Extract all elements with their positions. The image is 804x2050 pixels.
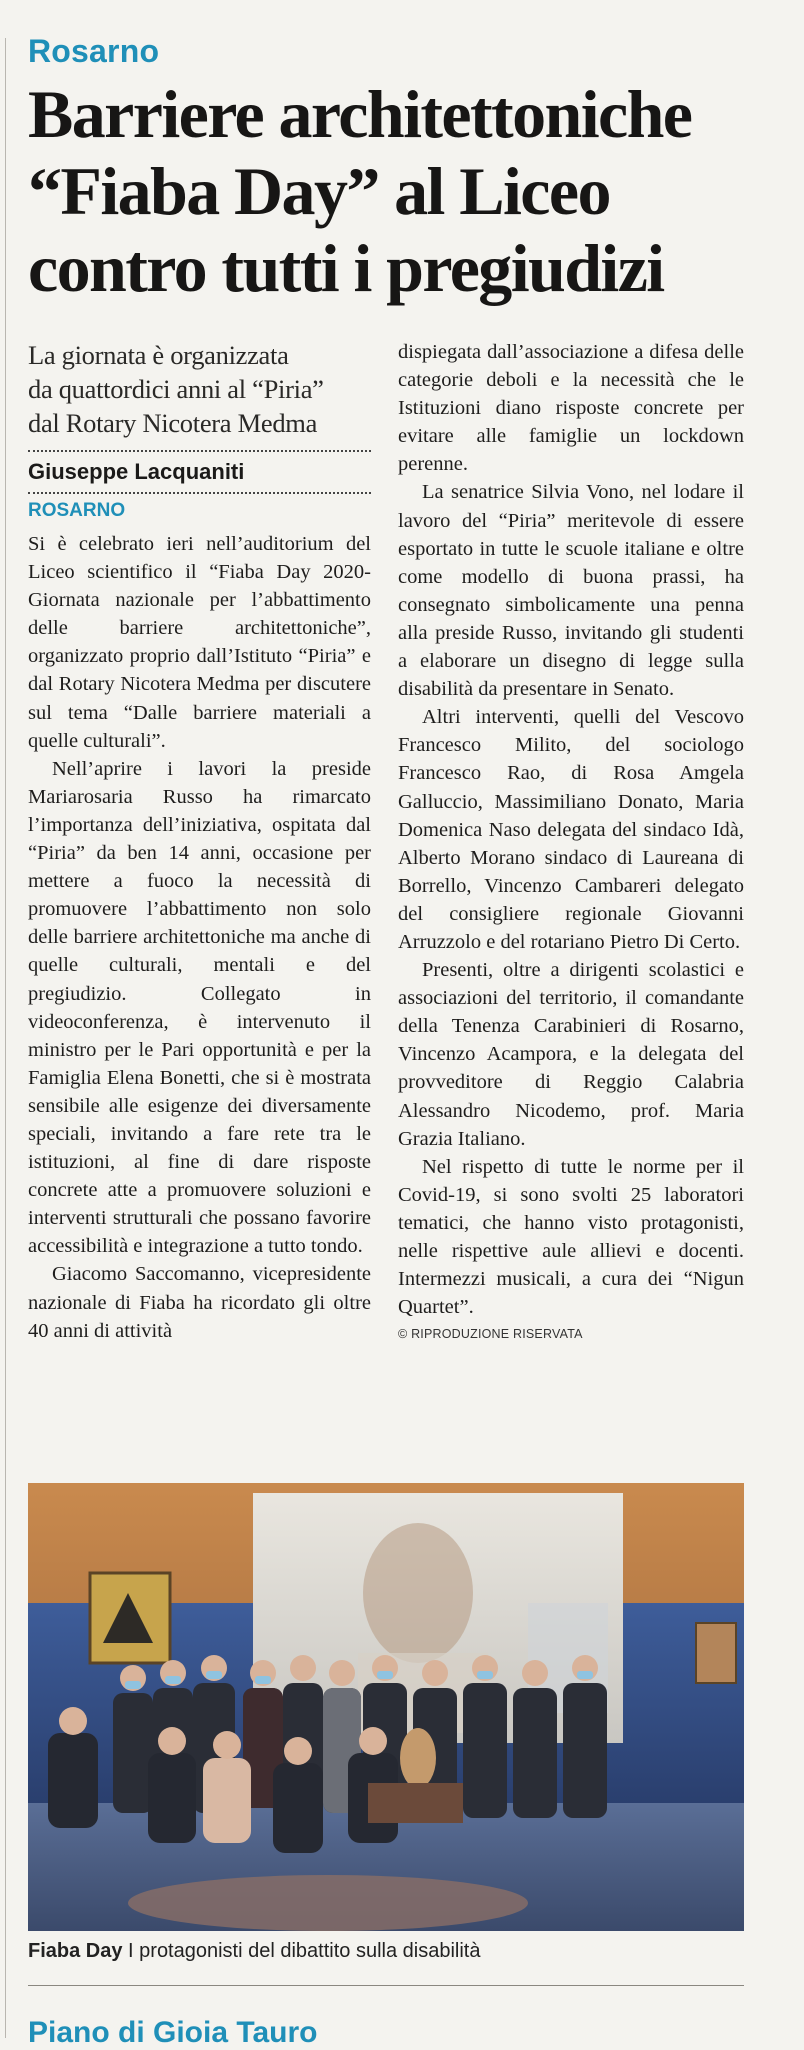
article-body-left <box>28 530 371 1345</box>
paragraph: dispiegata dall’associazione a difesa delle categorie deboli e la necessità che le Istituzioni diano risposte concrete per evitare alle famiglie un lockdown perenne. <box>398 341 744 476</box>
copyright-notice: © RIPRODUZIONE RISERVATA <box>398 1327 583 1342</box>
divider <box>28 492 371 494</box>
column-rule <box>5 38 6 2038</box>
paragraph: Si è celebrato ieri nell’auditorium del Liceo scientifico il “Fiaba Day 2020-Giornata nazionale per l’abbattimento delle barriere architettoniche”, organizzato proprio dall’Istituto “Piria” e dal Rotary Nicotera Medma per discutere sul tema “Dalle barriere materiali a quelle culturali”. <box>28 533 371 752</box>
paragraph: La senatrice Silvia Vono, nel lodare il lavoro del “Piria” meritevole di essere esportato in tutte le scuole italiane e oltre come modello di buona prassi, ha consegnato simbolicamente una penna alla preside Russo, invitando gli studenti a elaborare un disegno di legge sulla disabilità da presentare in Senato. <box>398 481 744 701</box>
article-body-right <box>398 338 744 1321</box>
subheadline-line: dal Rotary Nicotera Medma <box>28 408 318 438</box>
headline-line: Barriere architettoniche <box>28 76 692 152</box>
byline: Giuseppe Lacquaniti <box>28 459 245 484</box>
dateline: ROSARNO <box>28 500 126 521</box>
caption-text: I protagonisti del dibattito sulla disabilità <box>122 1940 481 1962</box>
paragraph: Nell’aprire i lavori la preside Mariarosaria Russo ha rimarcato l’importanza dell’iniziativa, ospitata dal “Piria” da ben 14 anni, occasione per mettere a fuoco la necessità di promuovere l’abbattimento non solo delle barriere architettoniche ma anche di quelle culturali, mentali e del pregiudizio. Collegato in videoconferenza, è intervenuto il ministro per le Pari opportunità e per la Famiglia Elena Bonetti, che si è mostrata sensibile alle esigenze dei diversamente speciali, invitando a fare rete tra le istituzioni, al fine di dare risposte concrete atte a promuovere soluzioni e interventi strutturali che possano favorire accessibilità e integrazione a tutto tondo. <box>28 757 371 1258</box>
subheadline <box>28 338 371 440</box>
next-article-kicker: Piano di Gioia Tauro <box>28 2016 318 2049</box>
article-column-right <box>398 338 744 1341</box>
caption-label: Fiaba Day <box>28 1940 123 1962</box>
section-kicker: Rosarno <box>28 33 160 69</box>
article-column-left <box>28 338 371 1345</box>
paragraph: Presenti, oltre a dirigenti scolastici e associazioni del territorio, il comandante della Tenenza Carabinieri di Rosarno, Vincenzo Acampora, e la delegata del provveditore di Reggio Calabria Alessandro Nicodemo, prof. Maria Grazia Italiano. <box>398 959 744 1150</box>
photo-caption <box>28 1940 744 1963</box>
paragraph: Giacomo Saccomanno, vicepresidente nazionale di Fiaba ha ricordato gli oltre 40 anni di attività <box>28 1263 371 1342</box>
headline-line: “Fiaba Day” al Liceo <box>28 153 610 229</box>
subheadline-line: La giornata è organizzata <box>28 340 289 370</box>
headline-line: contro tutti i pregiudizi <box>28 230 664 306</box>
event-photo <box>28 1483 744 1931</box>
event-photo-illustration <box>28 1483 744 1931</box>
subheadline-line: da quattordici anni al “Piria” <box>28 374 324 404</box>
headline <box>28 76 798 307</box>
paragraph: Altri interventi, quelli del Vescovo Francesco Milito, del sociologo Francesco Rao, di Rosa Amgela Galluccio, Massimiliano Donato, Maria Domenica Naso delegata del sindaco Idà, Alberto Morano sindaco di Laureana di Borrello, Vincenzo Cambareri delegato del consigliere regionale Giovanni Arruzzolo e del rotariano Pietro Di Certo. <box>398 706 744 953</box>
divider <box>28 1985 744 1986</box>
paragraph: Nel rispetto di tutte le norme per il Covid-19, si sono svolti 25 laboratori tematici, che hanno visto protagonisti, nelle rispettive aule allievi e docenti. Intermezzi musicali, a cura dei “Nigun Quartet”. <box>398 1155 744 1319</box>
